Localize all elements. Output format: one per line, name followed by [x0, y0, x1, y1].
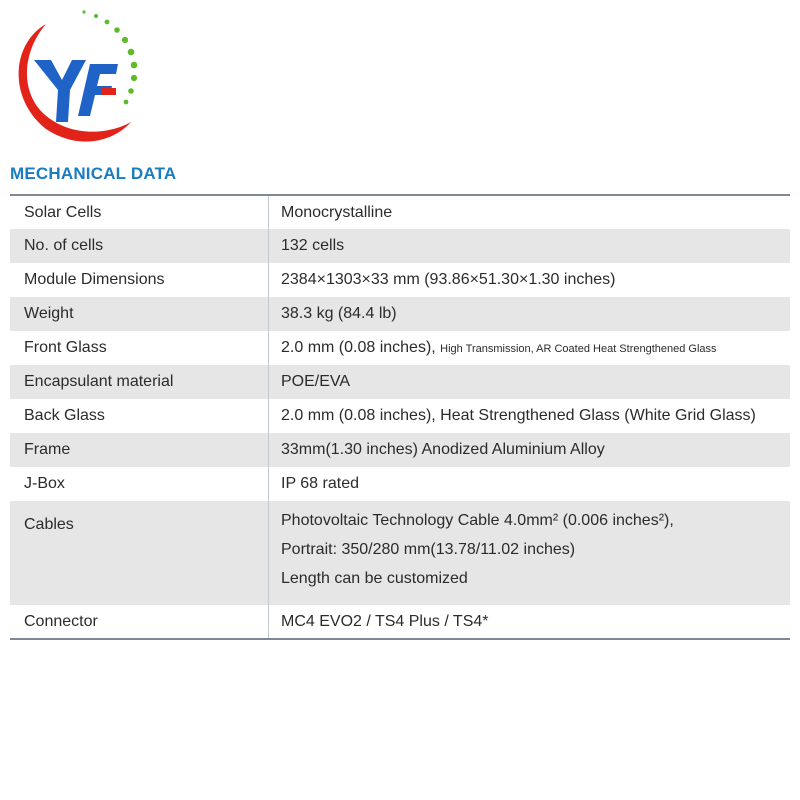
- row-value: [269, 467, 791, 501]
- cable-spec-line: Photovoltaic Technology Cable 4.0mm² (0.006 inches²),: [281, 512, 674, 529]
- value-text: 2.0 mm (0.08 inches), Heat Strengthened Glass (White Grid Glass): [281, 407, 756, 424]
- row-value: [269, 399, 791, 433]
- row-value: [269, 263, 791, 297]
- row-value: [269, 297, 791, 331]
- row-label: No. of cells: [10, 229, 269, 263]
- row-value: [269, 501, 791, 605]
- value-text: 2.0 mm (0.08 inches),: [281, 338, 441, 356]
- row-value: [269, 195, 791, 229]
- row-label: Back Glass: [10, 399, 269, 433]
- value-text: 132 cells: [281, 237, 345, 254]
- row-value: [269, 331, 791, 365]
- row-label: Frame: [10, 433, 269, 467]
- logo-red-bar: [102, 88, 116, 95]
- table-row: [10, 433, 790, 467]
- table-row: [10, 195, 790, 229]
- table-row: [10, 365, 790, 399]
- value-note: High Transmission, AR Coated Heat Strengthened Glass: [440, 342, 717, 355]
- value-text: 38.3 kg (84.4 lb): [281, 305, 397, 322]
- row-label: Solar Cells: [10, 195, 269, 229]
- table-row: [10, 263, 790, 297]
- value-text: IP 68 rated: [281, 475, 359, 492]
- table-row: [10, 467, 790, 501]
- table-row: [10, 605, 790, 639]
- cable-spec-line: Length can be customized: [281, 570, 468, 587]
- row-value: [269, 229, 791, 263]
- value-text: Monocrystalline: [281, 203, 393, 221]
- row-label: Module Dimensions: [10, 263, 269, 297]
- company-logo: [6, 4, 156, 154]
- table-row: [10, 297, 790, 331]
- value-text: 33mm(1.30 inches) Anodized Aluminium Alloy: [281, 441, 605, 458]
- row-label: Front Glass: [10, 331, 269, 365]
- row-value: [269, 433, 791, 467]
- row-label: Cables: [10, 501, 269, 605]
- row-value: [269, 365, 791, 399]
- mechanical-data-table: [10, 194, 790, 640]
- value-text: 2384×1303×33 mm (93.86×51.30×1.30 inches): [281, 271, 616, 288]
- logo-red-swoosh: [19, 24, 131, 142]
- value-text: POE/EVA: [281, 373, 351, 390]
- row-label: Encapsulant material: [10, 365, 269, 399]
- cable-spec-line: Portrait: 350/280 mm(13.78/11.02 inches): [281, 541, 576, 558]
- row-label: Connector: [10, 605, 269, 639]
- row-value: [269, 605, 791, 639]
- row-label: Weight: [10, 297, 269, 331]
- row-label: J-Box: [10, 467, 269, 501]
- section-title: MECHANICAL DATA: [10, 164, 177, 183]
- table-body: [10, 195, 790, 639]
- table-row: [10, 399, 790, 433]
- table-row: [10, 229, 790, 263]
- table-row: [10, 331, 790, 365]
- table-row: [10, 501, 790, 605]
- value-text: MC4 EVO2 / TS4 Plus / TS4*: [281, 612, 489, 630]
